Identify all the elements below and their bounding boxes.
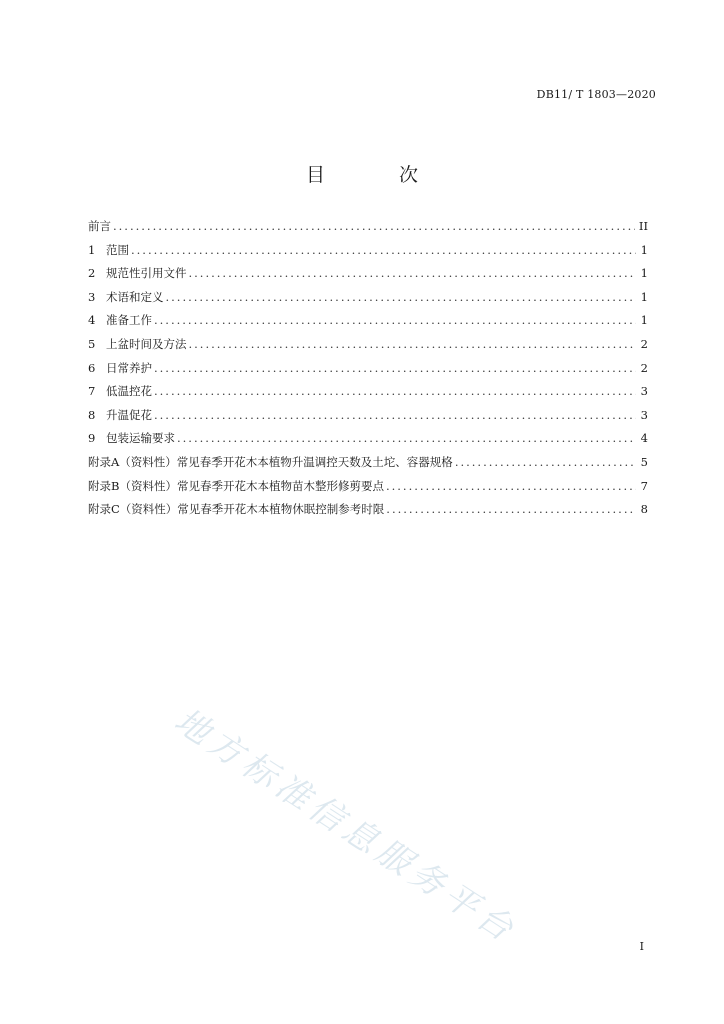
toc-entry-number: 5	[88, 336, 96, 351]
toc-entry-5[interactable]	[88, 336, 648, 360]
toc-entry-page: 7	[640, 478, 648, 493]
page-number: I	[639, 940, 644, 953]
toc-entry-9[interactable]	[88, 430, 648, 454]
toc-leader-dots	[189, 337, 637, 351]
toc-entry-appendix-b[interactable]	[88, 478, 648, 502]
toc-entry-label: 术语和定义	[106, 289, 164, 304]
toc-leader-dots	[154, 361, 636, 375]
toc-entry-appendix-a[interactable]	[88, 454, 648, 478]
toc-entry-7[interactable]	[88, 383, 648, 407]
toc-entry-8[interactable]	[88, 407, 648, 431]
toc-entry-number: 6	[88, 360, 96, 375]
toc-entry-page: 1	[640, 313, 648, 328]
toc-leader-dots	[154, 408, 636, 422]
toc-entry-label: 准备工作	[106, 313, 152, 328]
toc-leader-dots	[386, 502, 636, 516]
toc-entry-page: 3	[640, 407, 648, 422]
toc-entry-page: 1	[640, 242, 648, 257]
toc-entry-label: 低温控花	[106, 384, 152, 399]
toc-entry-number: 3	[88, 289, 96, 304]
toc-entry-page: 3	[640, 384, 648, 399]
toc-entry-label: 范围	[106, 242, 129, 257]
toc-entry-6[interactable]	[88, 360, 648, 384]
toc-entry-number: 8	[88, 407, 96, 422]
toc-leader-dots	[177, 431, 636, 445]
toc-entry-3[interactable]	[88, 289, 648, 313]
toc-entry-number: 9	[88, 431, 96, 446]
toc-entry-page: 5	[640, 454, 648, 469]
toc-entry-page: 2	[640, 360, 648, 375]
toc-entry-page: 8	[640, 502, 648, 517]
toc-entry-label: 升温促花	[106, 407, 152, 422]
toc-leader-dots	[189, 266, 637, 280]
toc-leader-dots	[131, 243, 636, 257]
toc-entry-2[interactable]	[88, 265, 648, 289]
toc-entry-number: 4	[88, 313, 96, 328]
toc-entry-number: 1	[88, 242, 96, 257]
toc-entry-label: 附录A（资料性）常见春季开花木本植物升温调控天数及土坨、容器规格	[88, 454, 453, 469]
toc-entry-label: 附录B（资料性）常见春季开花木本植物苗木整形修剪要点	[88, 478, 384, 493]
toc-entry-page: 1	[640, 266, 648, 281]
toc-entry-page: II	[638, 219, 648, 233]
toc-entry-label: 附录C（资料性）常见春季开花木本植物休眠控制参考时限	[88, 502, 385, 517]
toc-entry-label: 规范性引用文件	[106, 266, 187, 281]
toc-leader-dots	[154, 384, 636, 398]
toc-entry-foreword[interactable]	[88, 218, 648, 242]
watermark: 地方标准信息服务平台	[167, 700, 525, 953]
toc-entry-appendix-c[interactable]	[88, 501, 648, 525]
toc-entry-page: 1	[640, 289, 648, 304]
toc-entry-4[interactable]	[88, 312, 648, 336]
toc-leader-dots	[455, 455, 636, 469]
toc-leader-dots	[166, 290, 637, 304]
toc-entry-label: 前言	[88, 219, 111, 233]
toc-entry-label: 日常养护	[106, 360, 152, 375]
toc-entry-page: 2	[640, 336, 648, 351]
toc-leader-dots	[154, 313, 636, 327]
toc-entry-number: 2	[88, 266, 96, 281]
toc-entry-page: 4	[640, 431, 648, 446]
toc-entry-label: 包装运输要求	[106, 431, 175, 446]
toc-entry-number: 7	[88, 384, 96, 399]
toc-entry-1[interactable]	[88, 242, 648, 266]
toc-entry-label: 上盆时间及方法	[106, 336, 187, 351]
page-title: 目 次	[305, 164, 453, 186]
document-code: DB11/ T 1803—2020	[536, 88, 656, 101]
table-of-contents	[88, 218, 648, 525]
toc-leader-dots	[386, 479, 636, 493]
toc-leader-dots	[113, 219, 635, 233]
